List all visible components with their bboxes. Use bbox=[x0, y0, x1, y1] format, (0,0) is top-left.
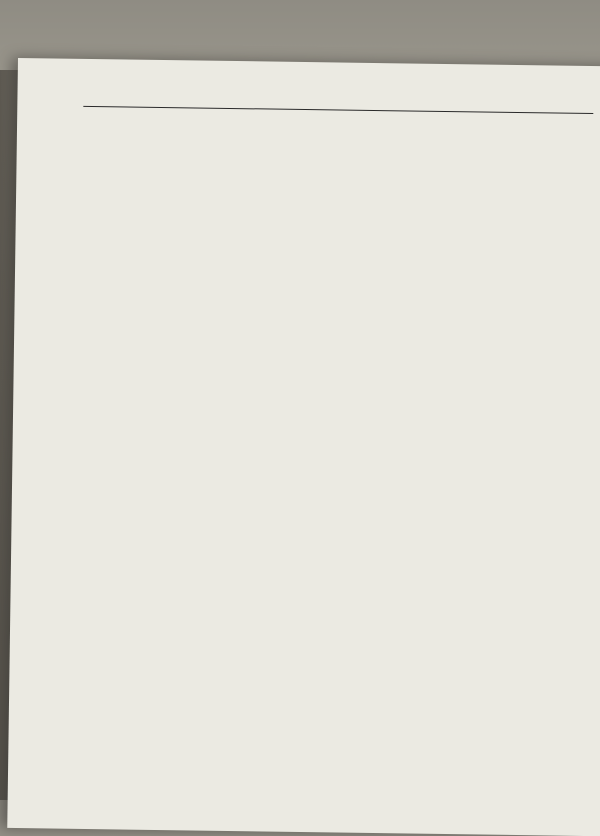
header-rule bbox=[83, 106, 593, 114]
book-page bbox=[7, 58, 600, 836]
table-of-contents bbox=[81, 122, 581, 145]
